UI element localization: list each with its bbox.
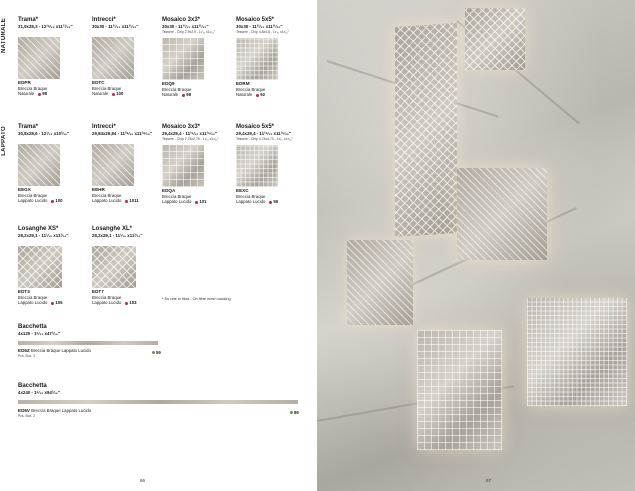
product-code: EDT3 [18,289,30,294]
bacchetta-qty-line [286,410,299,415]
product-material: Breccia Braque [162,194,192,199]
product-qty: 105 [55,300,63,306]
product-finish-line [92,300,143,305]
qty-dot-icon [256,94,259,97]
product-name: Mosaico 5x5* [236,124,275,130]
product-name: Mosaico 3x3* [162,124,201,130]
wall-mosaico-5x5-tile [527,298,627,406]
product-material: Breccia Braque [18,86,48,91]
bacchetta-qty: 86 [294,410,299,415]
qty-dot-icon [152,351,155,354]
product-finish-line [236,199,293,204]
product-edrm [236,17,289,97]
product-qty: 100 [116,91,124,97]
product-qty: 101 [199,199,207,205]
wall-losanghe-small-tile [465,8,525,70]
product-tessere: Tessere - Chip 2,78x2,78 - 1¹⁄₁₆ x1¹⁄₁₆″ [162,137,219,141]
wall-losanghe-tile [395,23,457,237]
product-edqa [162,124,219,204]
product-code: EEHR [92,187,105,192]
product-size: 30x30 - 11³¹⁄₃₂ x11³¹⁄₃₂″ [92,24,139,29]
product-code: EDPR [18,80,31,85]
product-qty: 100 [55,198,63,204]
product-image [162,145,204,187]
qty-dot-icon [269,201,272,204]
bacchetta-title: Bacchetta [18,383,47,389]
product-edt3 [18,226,69,305]
product-code: EEGX [18,187,31,192]
product-qty: 98 [42,91,48,97]
product-finish: Naturale [162,92,179,98]
product-size: 29,4x29,4 - 11¹⁵⁄₃₂ x11¹⁵⁄₃₂″ [236,131,291,136]
product-finish: Naturale [18,91,35,97]
product-finish: Lappato Lucido [18,198,48,204]
product-finish: Lappato Lucido [236,199,266,205]
product-finish: Lappato Lucido [92,300,122,306]
product-name: Intrecci* [92,17,116,23]
product-size: 29,4x29,4 - 11¹⁵⁄₃₂ x11¹⁵⁄₃₂″ [162,131,217,136]
bacchetta-qty: 59 [156,350,161,355]
product-finish-line [92,91,138,96]
product-finish: Naturale [236,92,253,98]
product-code: EDTC [92,80,105,85]
product-edtc [92,17,138,96]
product-code: EDRM [236,81,250,86]
bacchetta-ed6v [18,383,60,396]
product-image [92,246,136,288]
product-image [92,144,134,186]
product-size: 31,9x28,3 - 12¹⁶⁄₃₂ x11¹³⁄₃₂″ [18,24,73,29]
product-finish-line [236,92,289,97]
installation-photo [317,0,635,491]
qty-dot-icon [195,201,198,204]
product-material: Breccia Braque [92,86,122,91]
bacchetta-info [18,408,218,419]
wall-trama-tile [457,168,547,260]
product-image [18,246,62,288]
product-edq9 [162,17,215,97]
bacchetta-qty-line [148,350,161,355]
section-label-naturale: NATURALE [1,18,7,53]
product-code: EDQ9 [162,81,175,86]
product-size: 30,8x28,6 - 12¹⁄₃₂ x10³⁄₁₆″ [18,131,70,136]
product-qty: 103 [129,300,137,306]
bacchetta-size: 4x240 - 1⁵⁄₃₂ x94³⁄₁₆″ [18,390,60,395]
product-size: 29,84x29,84 - 11²⁹⁄₃₂ x11²⁹⁄₃₂″ [92,131,152,136]
product-size: 30x30 - 11³¹⁄₃₂ x11³¹⁄₃₂″ [236,24,283,29]
page-number-right: 67 [486,478,492,483]
product-tessere: Tessere - Chip 4,73x4,73 - 1³⁄₁₆ x1³⁄₁₆″ [236,137,293,141]
product-image [236,38,278,80]
wall-intrecci-tile [347,240,413,325]
product-material: Breccia Braque [92,193,122,198]
product-size: 30x30 - 11³¹⁄₃₂ x11³¹⁄₃₂″ [162,24,209,29]
product-material: Breccia Braque [18,295,48,300]
product-finish-line [92,198,152,203]
product-finish: Naturale [92,91,109,97]
product-finish: Lappato Lucido [18,300,48,306]
bacchetta-code: ED6Z [18,348,30,353]
product-finish-line [162,92,215,97]
product-tessere: Tessere - Chip 2,9x2,9 - 1¹⁄₁₆ x1¹⁄₁₆″ [162,30,215,34]
catalog-page-left [0,0,317,491]
product-name: Trama* [18,124,39,130]
product-name: Mosaico 3x3* [162,17,201,23]
page-number-left: 66 [140,478,146,483]
product-code: EDQA [162,188,176,193]
product-name: Intrecci* [92,124,116,130]
qty-dot-icon [290,411,293,414]
product-qty: 98 [186,92,192,98]
product-tessere: Tessere - Chip 4,8x4,8 - 1³⁄₁₆ x1³⁄₁₆″ [236,30,289,34]
qty-dot-icon [51,200,54,203]
bacchetta-code: ED6V [18,408,31,413]
product-finish-line [18,198,69,203]
product-qty: 92 [260,92,266,98]
product-finish: Lappato Lucido [162,199,192,205]
bacchetta-size: 4x120 - 1⁵⁄₃₂ x47³⁄₁₆″ [18,331,60,336]
product-finish: Lappato Lucido [92,198,122,204]
product-finish-line [162,199,219,204]
product-name: Mosaico 5x5* [236,17,275,23]
qty-dot-icon [182,94,185,97]
product-size: 28,2x29,1 - 11¹⁄₁₆ x11³⁄₁₆″ [92,233,143,238]
bacchetta-desc: Breccia Braque Lappato Lucido [31,408,92,413]
product-eexc [236,124,293,204]
bacchetta-ed6z [18,324,60,337]
qty-dot-icon [51,302,54,305]
mesh-note: * Su rete in fibra - On fibre mesh backing [162,297,231,301]
product-eegx [18,124,69,203]
bacchetta-info [18,348,160,359]
product-material: Breccia Braque [18,193,48,198]
product-finish-line [18,91,73,96]
product-image [18,37,60,79]
section-label-lappato: LAPPATO [1,126,7,156]
qty-dot-icon [125,302,128,305]
qty-dot-icon [38,93,41,96]
product-edt7 [92,226,143,305]
product-name: Losanghe XS* [18,226,59,232]
product-image [162,38,204,80]
product-code: EEXC [236,188,249,193]
bacchetta-image [18,400,298,404]
product-qty: 1011 [129,198,139,204]
product-eehr [92,124,152,203]
product-name: Trama* [18,17,39,23]
bacchetta-image [18,341,158,345]
bacchetta-desc: Breccia Braque Lappato Lucido [30,348,91,353]
product-size: 28,2x29,1 - 11¹⁄₁₆ x11³⁄₁₆″ [18,233,69,238]
bacchetta-pcs: Pcs. Box. 2 [18,354,36,358]
product-material: Breccia Braque [236,194,266,199]
qty-dot-icon [125,200,128,203]
product-image [18,144,60,186]
wall-mosaico-3x3-tile [417,330,502,450]
bacchetta-title: Bacchetta [18,324,47,330]
product-material: Breccia Braque [92,295,122,300]
product-qty: 96 [273,199,279,205]
product-name: Losanghe XL* [92,226,133,232]
product-edpr [18,17,73,96]
product-image [92,37,134,79]
product-code: EDT7 [92,289,104,294]
product-material: Breccia Braque [162,87,192,92]
product-material: Breccia Braque [236,87,266,92]
product-image [236,145,278,187]
product-finish-line [18,300,69,305]
qty-dot-icon [112,93,115,96]
bacchetta-pcs: Pcs. Box. 2 [18,414,36,418]
